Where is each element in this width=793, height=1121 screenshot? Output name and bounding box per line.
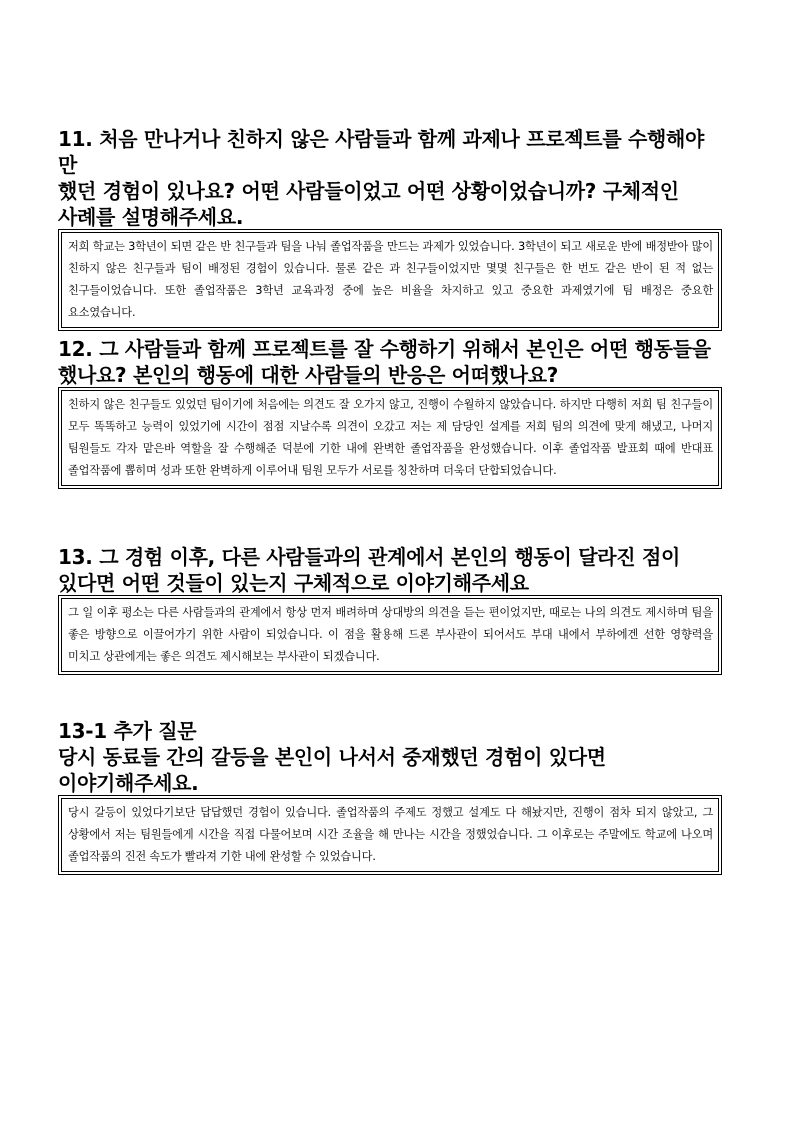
answer-12-box: 친하지 않은 친구들도 있었던 팀이기에 처음에는 의견도 잘 오가지 않고, 진행이 수월하지 않았습니다. 하지만 다행히 저희 팀 친구들이 모두 똑똑하고 능력이 있었기에 시간이 점점 지날수록 의견이 오갔고 저는 제 담당인 설계를 저희 팀의 의견에 맞게 해냈고, 나머지 팀원들도 각자 맡은바 역할을 잘 수행해준 덕분에 기한 내에 완벽한 졸업작품을 완성했습니다. 이후 졸업작품 발표회 때에 반대표 졸업작품에 뽑히며 성과 또한 완벽하게 이루어내 팀원 모두가 서로를 칭찬하며 더욱더 단합되었습니다. <box>61 390 719 486</box>
question-section-13 <box>58 544 722 672</box>
question-section-11 <box>58 126 722 328</box>
question-13-heading: 13. 그 경험 이후, 다른 사람들과의 관계에서 본인의 행동이 달라진 점이 있다면 어떤 것들이 있는지 구체적으로 이야기해주세요 <box>58 545 680 595</box>
answer-13-box: 그 일 이후 평소는 다른 사람들과의 관계에서 항상 먼저 배려하며 상대방의 의견을 듣는 편이었지만, 때로는 나의 의견도 제시하며 팀을 좋은 방향으로 이끌어가기 위한 사람이 되었습니다. 이 점을 활용해 드론 부사관이 되어서도 부대 내에서 부하에겐 선한 영향력을 미치고 상관에게는 좋은 의견도 제시해보는 부사관이 되겠습니다. <box>61 598 719 672</box>
question-section-13-1 <box>58 718 722 872</box>
question-11-heading: 11. 처음 만나거나 친하지 않은 사람들과 함께 과제나 프로젝트를 수행해야만 했던 경험이 있나요? 어떤 사람들이었고 어떤 상황이었습니까? 구체적인 사례를 설명해주세요. <box>58 127 705 229</box>
question-12-heading: 12. 그 사람들과 함께 프로젝트를 잘 수행하기 위해서 본인은 어떤 행동들을 했나요? 본인의 행동에 대한 사람들의 반응은 어떠했나요? <box>58 337 711 387</box>
answer-11-box: 저희 학교는 3학년이 되면 같은 반 친구들과 팀을 나눠 졸업작품을 만드는 과제가 있었습니다. 3학년이 되고 새로운 반에 배정받아 많이 친하지 않은 친구들과 팀이 배정된 경험이 있습니다. 물론 같은 과 친구들이었지만 몇몇 친구들은 한 번도 같은 반이 된 적 없는 친구들이었습니다. 또한 졸업작품은 3학년 교육과정 중에 높은 비율을 차지하고 있고 중요한 과제였기에 팀 배정은 중요한 요소였습니다. <box>61 232 719 328</box>
question-13-1-heading: 13-1 추가 질문 당시 동료들 간의 갈등을 본인이 나서서 중재했던 경험이 있다면 이야기해주세요. <box>58 719 606 795</box>
question-section-12 <box>58 336 722 486</box>
answer-13-1-box: 당시 갈등이 있었다기보단 답답했던 경험이 있습니다. 졸업작품의 주제도 정했고 설계도 다 해놨지만, 진행이 점차 되지 않았고, 그 상황에서 저는 팀원들에게 시간을 직접 다물어보며 시간 조율을 해 만나는 시간을 정했었습니다. 그 이후로는 주말에도 학교에 나오며 졸업작품의 진전 속도가 빨라져 기한 내에 완성할 수 있었습니다. <box>61 798 719 872</box>
